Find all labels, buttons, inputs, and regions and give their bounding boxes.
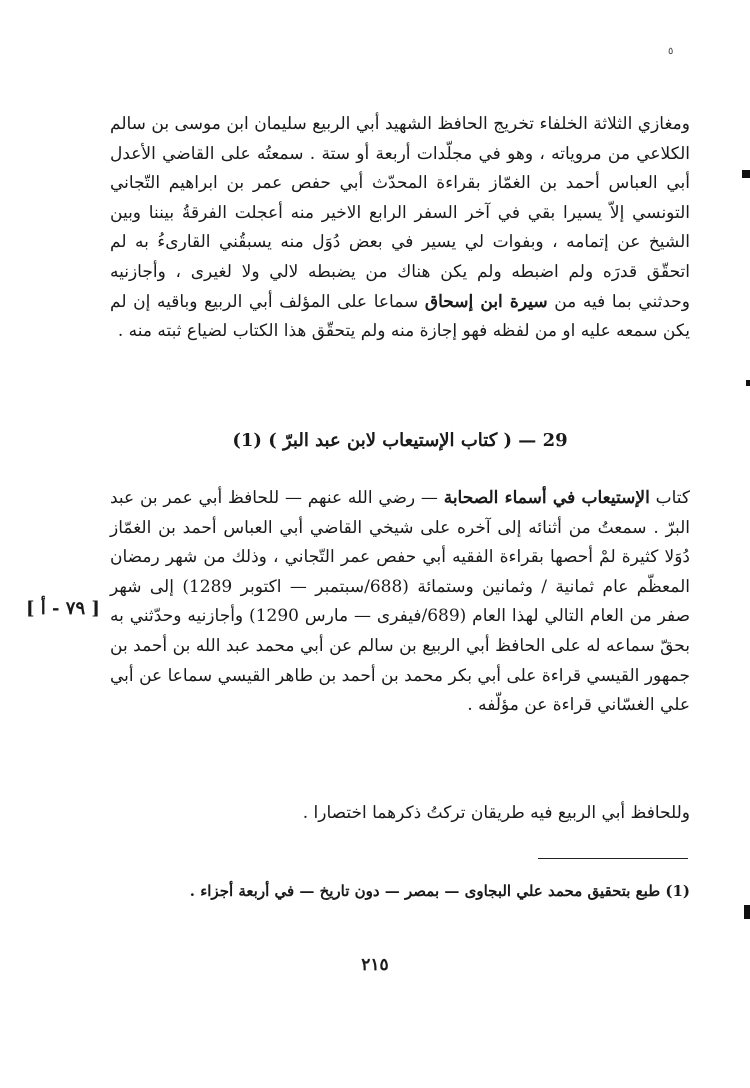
paragraph-maghazi-rest: سماعا على المؤلف أبي الربيع وباقيه إن لم يكن سمعه عليه او من لفظه فهو إجازة منه ولم يتحقّق هذا الكتاب لضياع ثبته منه . — [110, 291, 690, 342]
page-number: ٢١٥ — [361, 955, 389, 975]
paragraph-istiab — [110, 484, 690, 721]
footnote-divider — [538, 858, 688, 859]
istiab-title-bold: الإستيعاب في أسماء الصحابة — [443, 488, 650, 508]
edge-ink-mark — [746, 380, 750, 386]
footnote: (1) طبع بتحقيق محمد علي البجاوى — بمصر — دون تاريخ — في أربعة أجزاء . — [189, 882, 690, 900]
paragraph-two-routes: وللحافظ أبي الربيع فيه طريقان تركتُ ذكرهما اختصارا . — [302, 803, 690, 823]
sira-ibn-ishaq-bold: سيرة ابن إسحاق — [424, 291, 548, 312]
paragraph-maghazi-text: ومغازي الثلاثة الخلفاء تخريج الحافظ الشهيد أبي الربيع سليمان ابن موسى بن سالم الكلاعي من مروياته ، وهو في مجلّدات أربعة أو ستة . سمعتُه على القاضي الأعدل أبي العباس أحمد بن الغمّاز بقراءة المحدّث أبي حفص عمر بن ابراهيم التّجاني التونسي إلاّ يسيرا بقي في آخر السفر الرابع الاخير منه أعجلت الفرقةُ بيننا وبين الشيخ عن إتمامه ، وبفوات لي يسير في بعض دُوَل منه يسبقُني القارىءُ به لم اتحقّق قدرَه ولم اضبطه ولم يكن هناك من يضبطه لالي ولا لغيرى ، وأجازنيه وحدثني بما فيه من — [110, 114, 690, 312]
edge-ink-mark — [744, 905, 750, 919]
paragraph-istiab-rest: — رضي الله عنهم — للحافظ أبي عمر بن عبد البرّ . سمعتُ من أثنائه إلى آخره على شيخي القاضي أبي العباس أحمد بن الغمّاز دُوَلا كثيرة لمْ أحصها بقراءة الفقيه أبي حفص عمر التّجاني ، وذلك من شهر رمضان المعظّم عام ثمانية / وثمانين وستمائة (688/سبتمبر — اكتوبر 1289) إلى شهر صفر من العام التالي لهذا العام (689/فيفرى — مارس 1290) وأجازنيه وحدّثني به بحقّ سماعه له على الحافظ أبي الربيع بن سالم عن أبي محمد عبد الله بن أحمد بن جمهور القيسي قراءة على أبي بكر محمد بن أحمد بن طاهر القيسي سماعا عن أبي علي الغسّاني قراءة عن مؤلّفه . — [110, 488, 691, 716]
section-heading: 29 — ( كتاب الإستيعاب لابن عبد البرّ ) (1) — [232, 430, 568, 451]
paragraph-istiab-lead: كتاب — [655, 488, 690, 508]
paragraph-maghazi — [110, 110, 690, 347]
margin-folio-reference: [ ٧٩ - أ ] — [26, 598, 100, 619]
edge-ink-mark — [742, 170, 750, 178]
corner-mark: ٥ — [668, 46, 674, 57]
